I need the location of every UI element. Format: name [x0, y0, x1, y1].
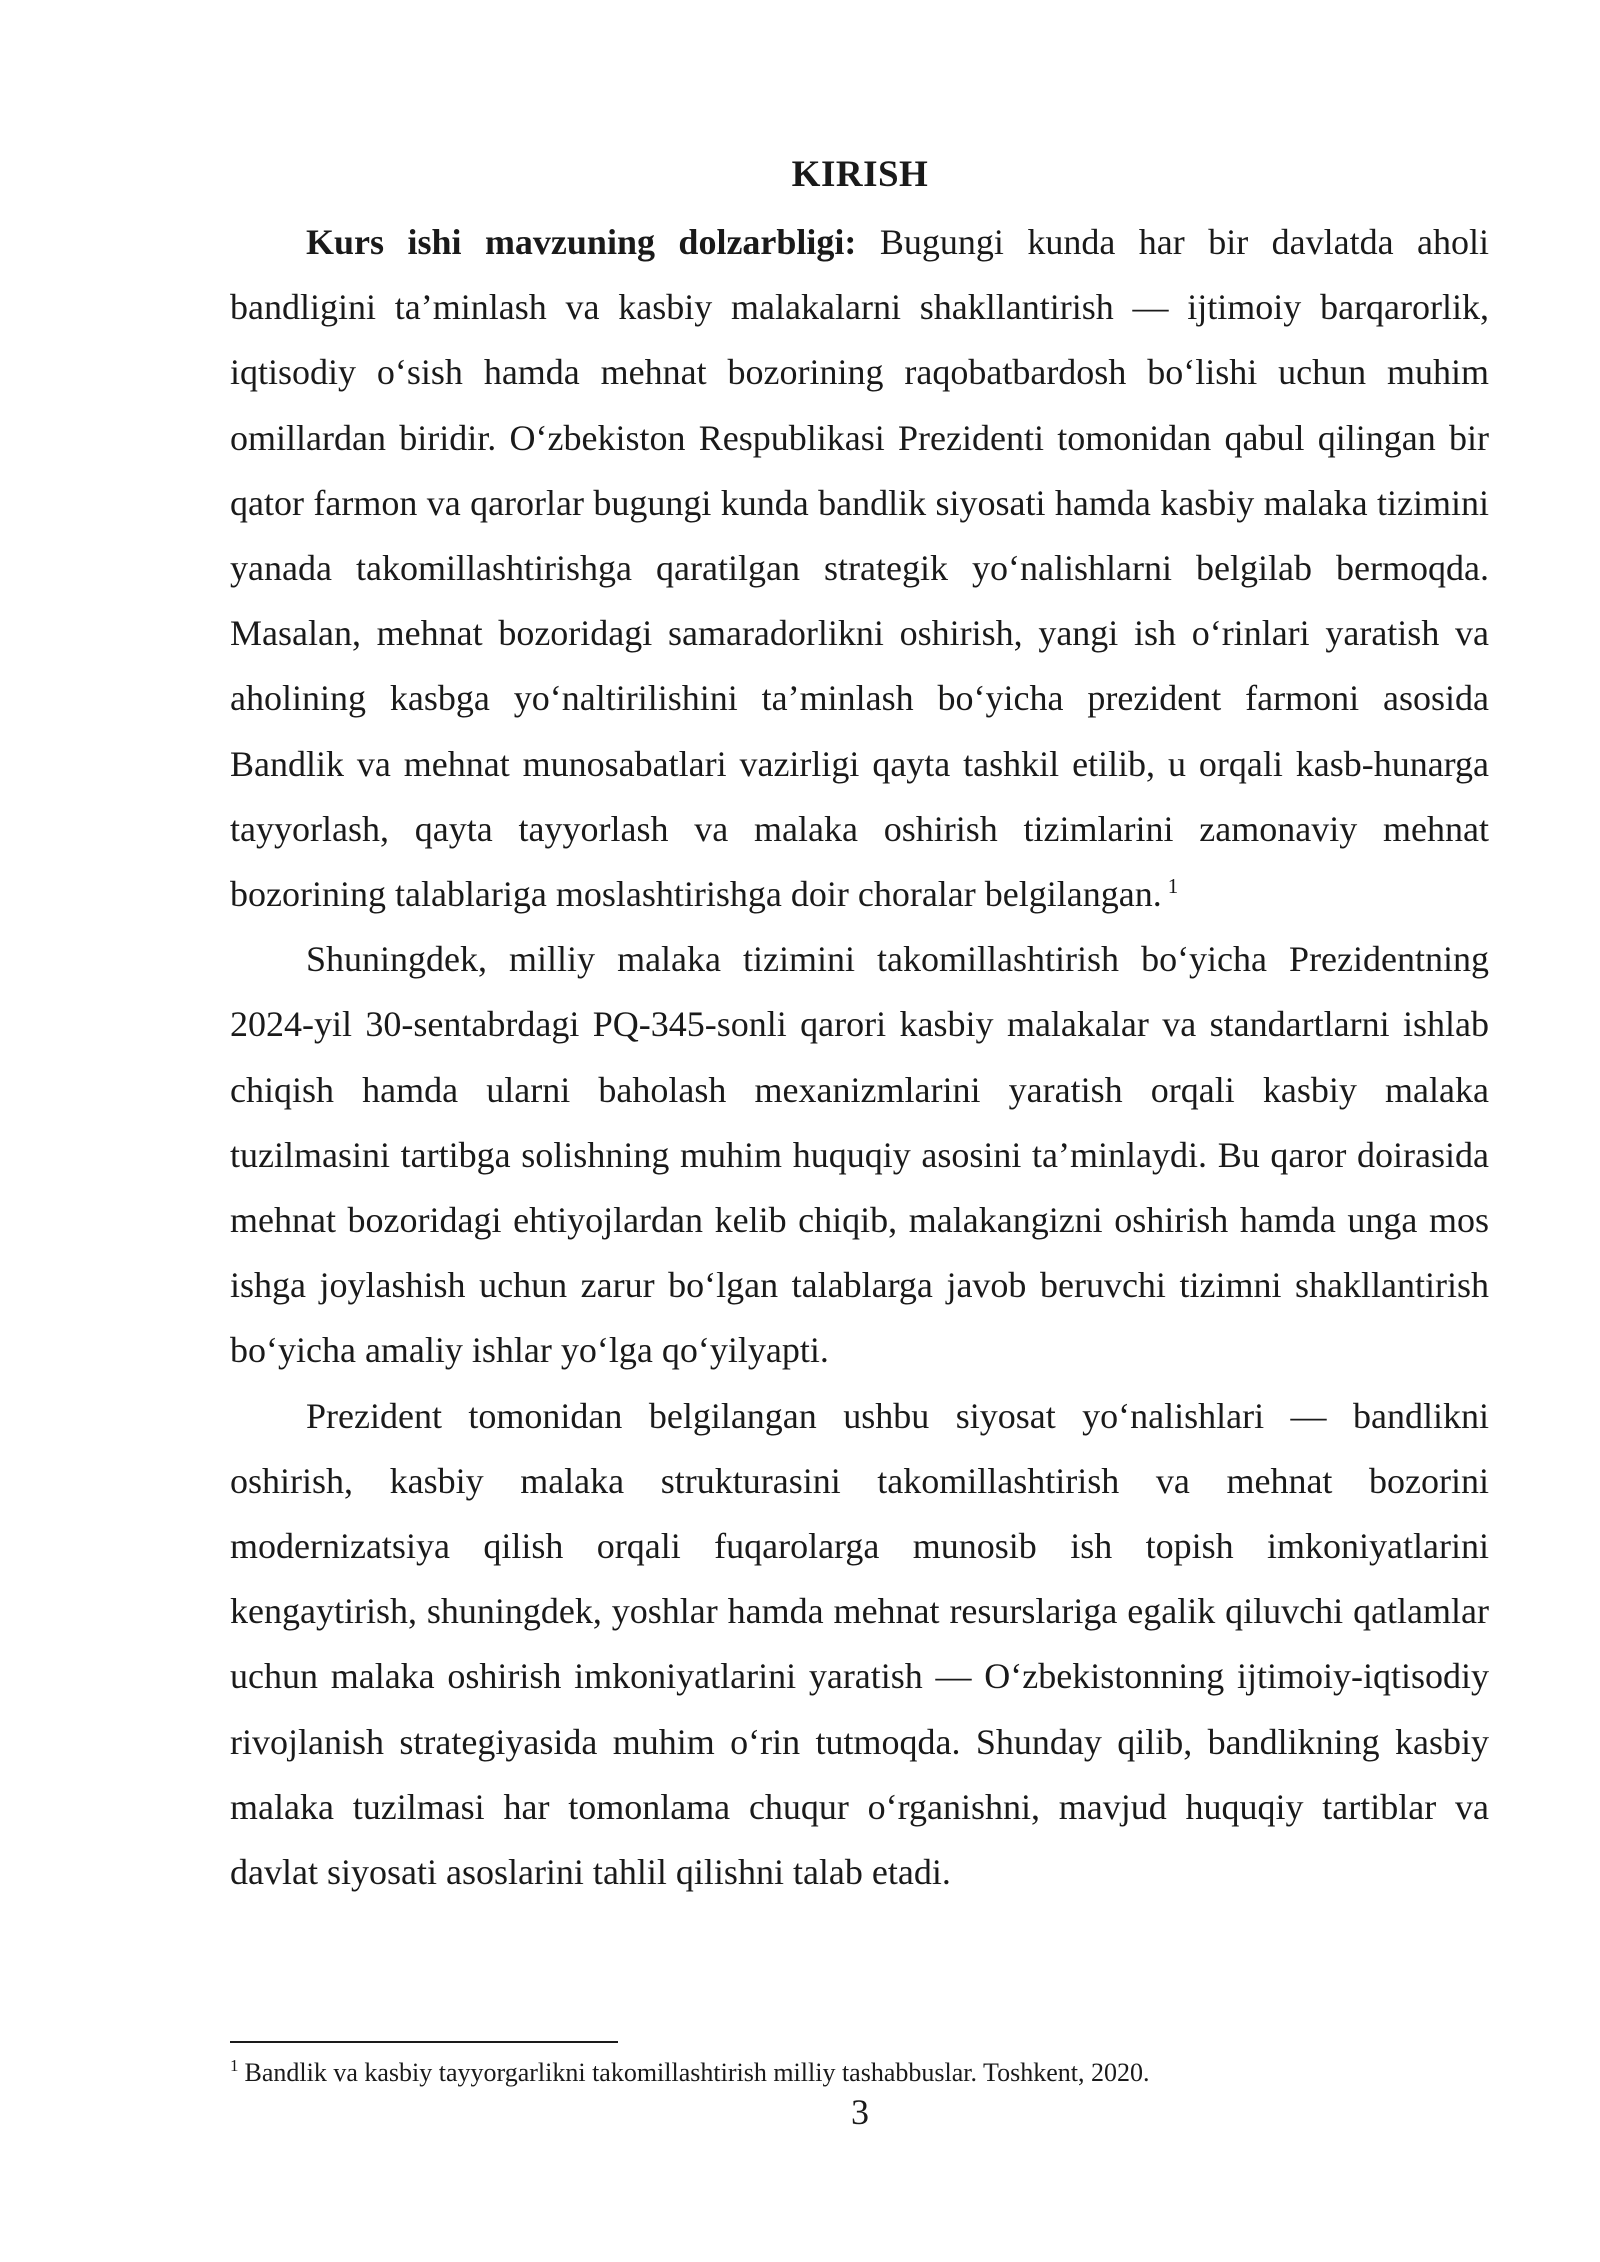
footnote-text: Bandlik va kasbiy tayyorgarlikni takomillashtirish milliy tashabbuslar. Toshkent, 2020. — [244, 2058, 1150, 2087]
paragraph-qualification-system — [230, 927, 1489, 1383]
footnote-separator — [230, 2041, 618, 2043]
body-text — [230, 210, 1489, 1905]
paragraph-lead: Kurs ishi mavzuning dolzarbligi: — [306, 222, 857, 262]
paragraph-text: Shuningdek, milliy malaka tizimini takomillashtirish bo‘yicha Prezidentning 2024-yil 30-sentabrdagi PQ-345-sonli qarori kasbiy malakalar va standartlarni ishlab chiqish hamda ularni baholash mexanizmlarini yaratish orqali kasbiy malaka tuzilmasini tartibga solishning muhim huquqiy asosini ta’minlaydi. Bu qaror doirasida mehnat bozoridagi ehtiyojlardan kelib chiqib, malakangizni oshirish hamda unga mos ishga joylashish uchun zarur bo‘lgan talablarga javob beruvchi tizimni shakllantirish bo‘yicha amaliy ishlar yo‘lga qo‘yilyapti. — [230, 939, 1489, 1371]
footnote-reference[interactable]: 1 — [1167, 874, 1179, 899]
paragraph-text: Prezident tomonidan belgilangan ushbu siyosat yo‘nalishlari — bandlikni oshirish, kasbiy malaka strukturasini takomillashtirish va mehnat bozorini modernizatsiya qilish orqali fuqarolarga munosib ish topish imkoniyatlarini kengaytirish, shuningdek, yoshlar hamda mehnat resurslariga egalik qiluvchi qatlamlar uchun malaka oshirish imkoniyatlarini yaratish — O‘zbekistonning ijtimoiy-iqtisodiy rivojlanish strategiyasida muhim o‘rin tutmoqda. Shunday qilib, bandlikning kasbiy malaka tuzilmasi har tomonlama chuqur o‘rganishni, mavjud huquqiy tartiblar va davlat siyosati asoslarini tahlil qilishni talab etadi. — [230, 1395, 1489, 1893]
footnote — [230, 2055, 1489, 2091]
paragraph-relevance — [230, 210, 1489, 927]
paragraph-policy-directions — [230, 1384, 1489, 1906]
section-heading: KIRISH — [791, 154, 929, 195]
paragraph-text: Bugungi kunda har bir davlatda aholi bandligini ta’minlash va kasbiy malakalarni shakllantirish — ijtimoiy barqarorlik, iqtisodiy o‘sish hamda mehnat bozorining raqobatbardosh bo‘lishi uchun muhim omillardan biridir. O‘zbekiston Respublikasi Prezidenti tomonidan qabul qilingan bir qator farmon va qarorlar bugungi kunda bandlik siyosati hamda kasbiy malaka tizimini yanada takomillashtirishga qaratilgan strategik yo‘nalishlarni belgilab bermoqda. Masalan, mehnat bozoridagi samaradorlikni oshirish, yangi ish o‘rinlari yaratish va aholining kasbga yo‘naltirilishini ta’minlash bo‘yicha prezident farmoni asosida Bandlik va mehnat munosabatlari vazirligi qayta tashkil etilib, u orqali kasb-hunarga tayyorlash, qayta tayyorlash va malaka oshirish tizimlarini zamonaviy mehnat bozorining talablariga moslashtirishga doir choralar belgilangan. — [230, 222, 1490, 915]
footnote-mark: 1 — [230, 2056, 239, 2076]
page-number: 3 — [851, 2092, 869, 2132]
